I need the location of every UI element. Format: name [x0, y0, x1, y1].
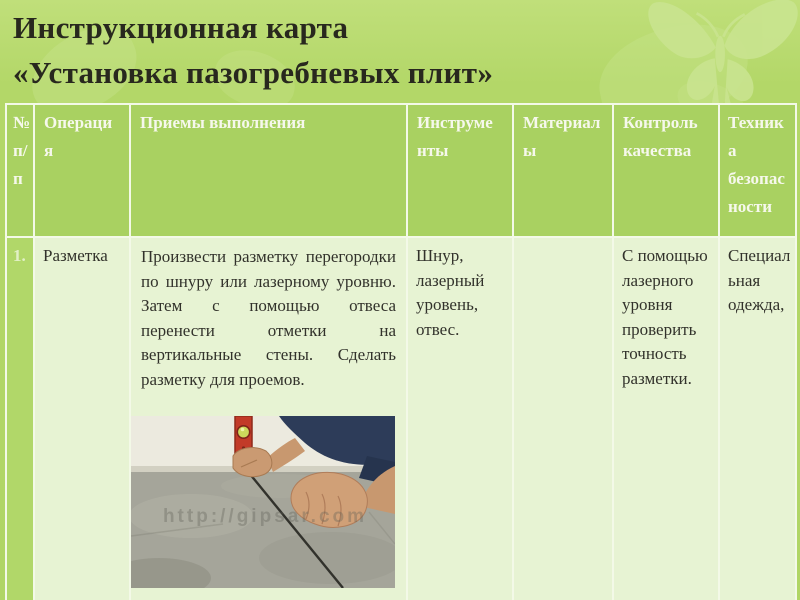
- technique-cell: [130, 237, 407, 600]
- table-row: [6, 237, 796, 600]
- butterfly-icon: [632, 0, 800, 116]
- row-number-cell: 1.: [6, 237, 34, 600]
- floor-marking-photo: [131, 416, 395, 588]
- column-header-operation: Операция: [34, 104, 130, 237]
- technique-text: Произвести разметку перегородки по шнуру или лазерному уровню. Затем с помощью отвеса перенести отметки на вертикальные стены. Сделать разметку для проемов.: [141, 247, 396, 389]
- column-header-number: № п/п: [6, 104, 34, 237]
- slide-title: [13, 5, 493, 95]
- safety-cell: Специальная одежда,: [719, 237, 796, 600]
- header-row: [6, 104, 796, 237]
- title-line-2: «Установка пазогребневых плит»: [13, 55, 494, 90]
- column-header-technique: Приемы выполнения: [130, 104, 407, 237]
- column-header-quality: Контроль качества: [613, 104, 719, 237]
- column-header-safety: Техника безопасности: [719, 104, 796, 237]
- quality-cell: С помощью лазерного уровня проверить точность разметки.: [613, 237, 719, 600]
- operation-cell: Разметка: [34, 237, 130, 600]
- materials-cell: [513, 237, 613, 600]
- tools-cell: Шнур, лазерный уровень, отвес.: [407, 237, 513, 600]
- title-line-1: Инструкционная карта: [13, 10, 349, 45]
- column-header-materials: Материалы: [513, 104, 613, 237]
- column-header-tools: Инструменты: [407, 104, 513, 237]
- watermark-text: http://gipsar.com: [162, 506, 368, 527]
- bubble-vial: [237, 426, 249, 438]
- instruction-table: [5, 103, 797, 600]
